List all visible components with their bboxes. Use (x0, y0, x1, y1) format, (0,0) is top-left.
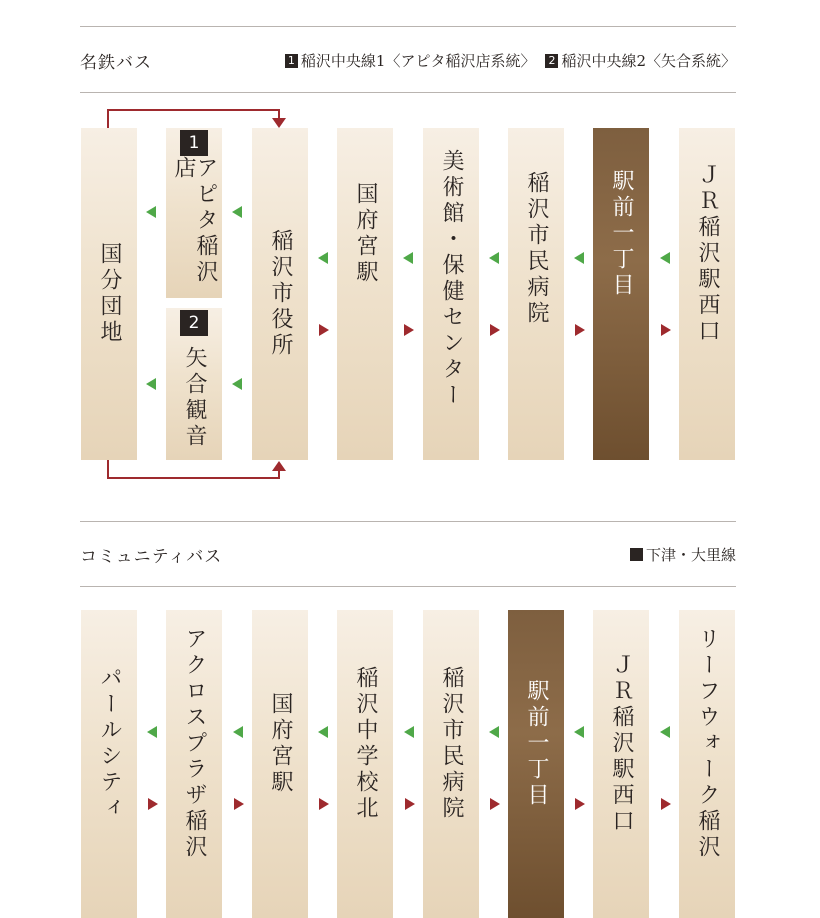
arrow-right-icon (490, 324, 500, 336)
stop-yawase-kannon (166, 308, 222, 460)
stop-label: 駅前一丁目 (609, 169, 634, 299)
stop-jr-inazawa-west (679, 128, 735, 460)
arrow-left-icon (660, 252, 670, 264)
arrow-left-icon (489, 252, 499, 264)
arrow-right-icon (490, 798, 500, 810)
arrow-left-icon (146, 378, 156, 390)
route-2-badge: 2 (180, 310, 208, 336)
arrow-left-icon (660, 726, 670, 738)
arrow-left-icon (318, 726, 328, 738)
community-top-divider (80, 521, 736, 522)
legend-square-icon (630, 548, 643, 561)
arrow-left-icon (232, 378, 242, 390)
stop-kokubun-danchi (81, 128, 137, 460)
arrow-left-icon (403, 252, 413, 264)
community-header-divider (80, 586, 736, 587)
arrow-left-icon (146, 206, 156, 218)
arrow-left-icon (404, 726, 414, 738)
community-stop-0 (81, 610, 137, 918)
arrow-left-icon (574, 252, 584, 264)
arrow-left-icon (574, 726, 584, 738)
loop-line-top (108, 110, 279, 128)
loop-arrowhead-top (272, 118, 286, 128)
stop-label: アピタ稲沢店 (171, 156, 218, 286)
arrow-right-icon (661, 798, 671, 810)
community-stop-4 (423, 610, 479, 918)
stop-label: アクロスプラザ稲沢 (182, 627, 207, 861)
stop-label: パールシティ (97, 666, 122, 822)
stop-label: 稲沢中学校北 (353, 666, 378, 822)
stop-label: 国府宮駅 (353, 182, 378, 286)
loop-arrowhead-bottom (272, 461, 286, 471)
stop-label: 稲沢市役所 (268, 229, 293, 359)
stop-label: 国分団地 (97, 242, 122, 346)
community-stop-3 (337, 610, 393, 918)
stop-inazawa-municipal-hospital (508, 128, 564, 460)
arrow-right-icon (575, 798, 585, 810)
community-stop-7 (679, 610, 735, 918)
arrow-right-icon (404, 324, 414, 336)
meitetsu-section-title: 名鉄バス (80, 53, 152, 73)
stop-label: 稲沢市民病院 (439, 666, 464, 822)
arrow-right-icon (319, 324, 329, 336)
stop-label: ＪＲ稲沢駅西口 (609, 653, 634, 835)
community-section-title: コミュニティバス (80, 547, 223, 567)
stop-label: 美術館・保健センター (439, 149, 464, 409)
stop-museum-health-center (423, 128, 479, 460)
stop-apita-inazawa (166, 128, 222, 298)
stop-label: 矢合観音 (182, 346, 207, 450)
community-stop-6 (593, 610, 649, 918)
stop-label: ＪＲ稲沢駅西口 (695, 163, 720, 345)
legend-num-2: 2 (545, 54, 558, 68)
stop-label: 稲沢市民病院 (524, 171, 549, 327)
stop-inazawa-city-hall (252, 128, 308, 460)
loop-line-bottom (108, 460, 279, 478)
arrow-right-icon (405, 798, 415, 810)
arrow-left-icon (147, 726, 157, 738)
arrow-left-icon (232, 206, 242, 218)
arrow-left-icon (318, 252, 328, 264)
stop-label: リーフウォーク稲沢 (695, 627, 720, 861)
arrow-right-icon (319, 798, 329, 810)
legend-route-2: 稲沢中央線2〈矢合系統〉 (561, 52, 736, 70)
arrow-left-icon (489, 726, 499, 738)
community-stop-2 (252, 610, 308, 918)
route-1-badge: 1 (180, 130, 208, 156)
legend-num-1: 1 (285, 54, 298, 68)
arrow-right-icon (234, 798, 244, 810)
arrow-right-icon (148, 798, 158, 810)
stop-label: 駅前一丁目 (524, 679, 549, 809)
legend-route-1: 稲沢中央線1〈アピタ稲沢店系統〉 (300, 52, 536, 70)
community-stop-5 (508, 610, 564, 918)
legend-route-community: 下津・大里線 (645, 546, 736, 564)
arrow-right-icon (661, 324, 671, 336)
stop-konomiya-station (337, 128, 393, 460)
community-stop-1 (166, 610, 222, 918)
stop-label: 国府宮駅 (268, 692, 293, 796)
stop-ekimae-itchome (593, 128, 649, 460)
arrow-right-icon (575, 324, 585, 336)
arrow-left-icon (233, 726, 243, 738)
community-legend (630, 544, 736, 565)
